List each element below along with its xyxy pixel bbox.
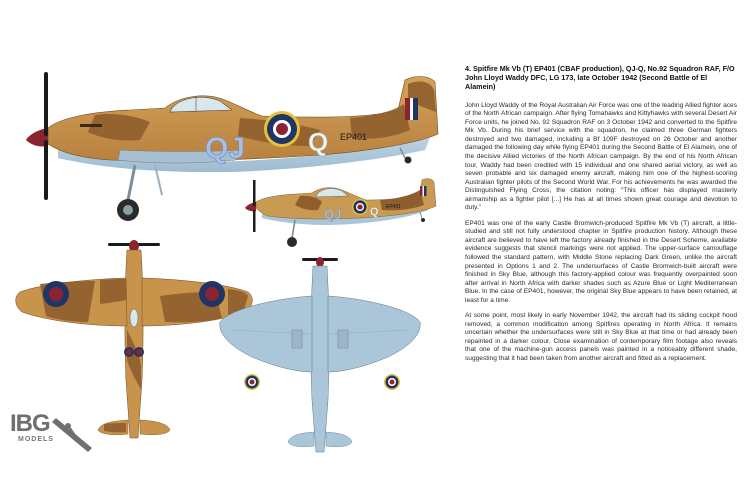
aircraft-heading: 4. Spitfire Mk Vb (T) EP401 (CBAF production), QJ-Q, No.92 Squadron RAF, F/O John Lloyd Waddy DFC, LG 173, late October 1942 (Second Battle of El Alamein) bbox=[465, 64, 735, 91]
logo-subtitle: MODELS bbox=[18, 436, 54, 443]
code-letter-q: Q bbox=[308, 127, 329, 157]
serial-number: EP401 bbox=[340, 132, 368, 142]
small-serial-number: EP401 bbox=[386, 204, 402, 210]
small-code-letter-q: Q bbox=[370, 206, 379, 218]
small-side-profile bbox=[245, 179, 436, 247]
large-side-profile bbox=[26, 72, 438, 221]
ibg-models-logo bbox=[6, 410, 96, 460]
under-surface-plan-view bbox=[220, 257, 420, 452]
small-code-letters-qj: QJ bbox=[324, 207, 342, 222]
paragraph-pilot-history: John Lloyd Waddy of the Royal Australian Air Force was one of the leading Allied fighter aces of the North African campaign. After flying Tomahawks and Kittyhawks with several Desert Air Force units, he joined No. 92 Squadron RAF on 3 October 1942 and converted to the Spitfire Mk Vb. During his brief service with the squadron, he claimed three German fighters destroyed and two damaged, including a Bf 109F destroyed on 26 October and another damaged the following day while flying EP401 during the Second Battle of El Alamein, one of the decisive Allied victories of the North African campaign. By the end of his North African tour, Waddy had been credited with 15 individual and one shared aerial victory, as well as seven probable and six damaged enemy aircraft, making him one of the highest-scoring Australian fighter pilots of the Second World War. For his achievements he was awarded the Distinguished Flying Cross, the citation noting: “This officer has displayed masterly airmanship as a fighter pilot [...] He has at all times shown great courage and devotion to duty.” bbox=[465, 101, 737, 212]
logo-wordmark: IBG bbox=[10, 410, 50, 437]
paragraph-modifications: At some point, most likely in early November 1942, the aircraft had its sliding cockpit hood removed, a common modification among Spitfires operating in North Africa. It remains uncertain whether the undersurfaces were still in Sky Blue at that time or had already been repainted in a darker colour. Close examination of contemporary film footage also reveals that one of the machine-gun access panels was painted in a noticeably different shade, suggesting that it had been taken from another aircraft and fitted as a replacement. bbox=[465, 312, 737, 363]
paragraph-production-finish: EP401 was one of the early Castle Bromwich-produced Spitfire Mk Vb (T) aircraft, a little-studied and still not fully understood chapter in Spitfire production history. Although these aircraft are believed to have left the factory already finished in the Desert Scheme, available evidence suggests that stencil markings were not applied. The upper-surface camouflage followed the standard pattern, with Middle Stone replacing Dark Green, unlike the aircraft presented in Options 1 and 2. The undersurfaces of Castle Bromwich-built aircraft were finished in Sky Blue, although this factory-applied colour was frequently overpainted soon after arrival in North Africa with darker shades such as Azure Blue or Light Mediterranean Blue. In the case of EP401, however, the original Sky Blue appears to have been retained, at least for a time. bbox=[465, 219, 737, 304]
upper-surface-plan-view bbox=[16, 240, 253, 438]
code-letters-qj: QJ bbox=[205, 132, 246, 165]
description-column bbox=[465, 65, 737, 371]
